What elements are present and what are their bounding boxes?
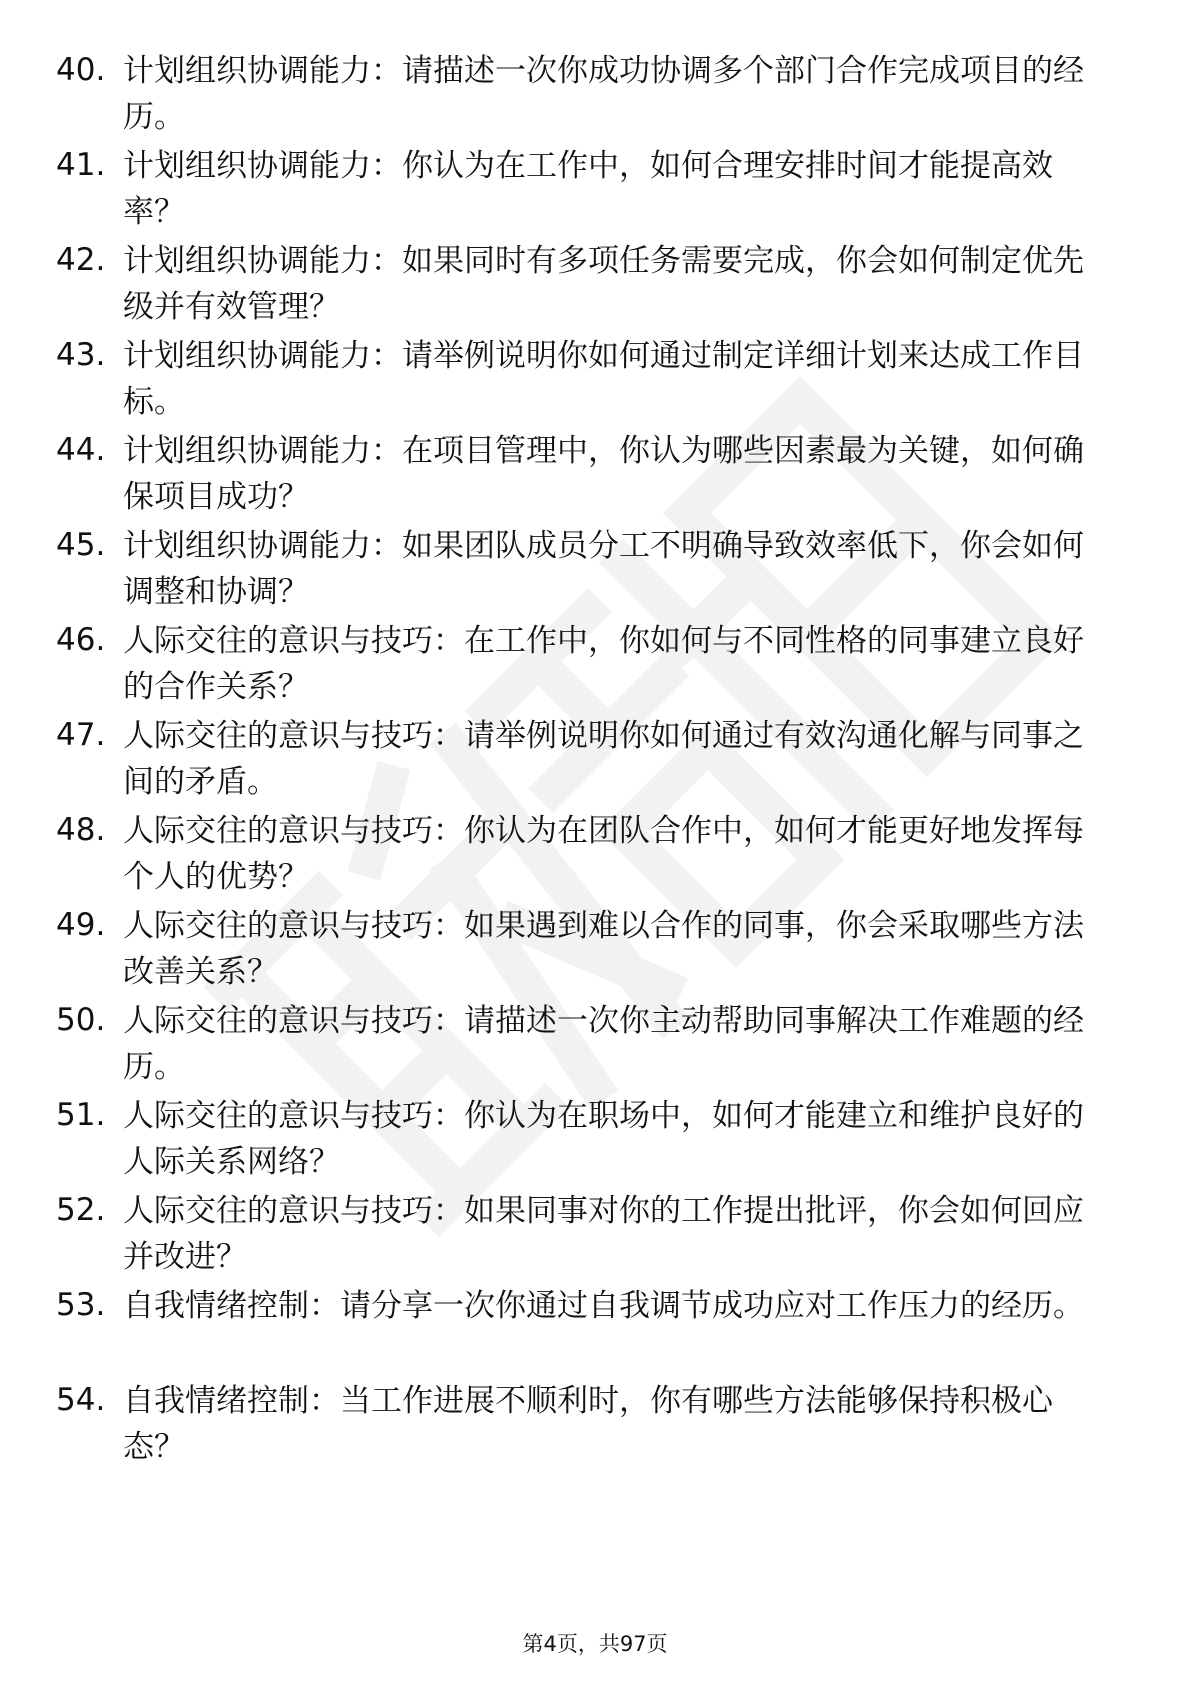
question-number: 41. [56, 147, 106, 183]
question-number: 49. [56, 907, 106, 943]
question-number: 40. [56, 52, 106, 88]
question-item [0, 1188, 1190, 1284]
question-number: 51. [56, 1097, 106, 1133]
question-item [0, 333, 1190, 429]
question-number: 48. [56, 812, 106, 848]
question-text: 计划组织协调能力：请描述一次你成功协调多个部门合作完成项目的经历。 [123, 53, 1084, 135]
question-item [0, 903, 1190, 999]
question-text: 计划组织协调能力：你认为在工作中，如何合理安排时间才能提高效率？ [123, 148, 1053, 230]
question-text: 计划组织协调能力：在项目管理中，你认为哪些因素最为关键，如何确保项目成功？ [123, 433, 1084, 515]
question-item [0, 1093, 1190, 1189]
question-number: 54. [56, 1382, 106, 1418]
question-item [0, 428, 1190, 524]
question-text: 人际交往的意识与技巧：你认为在团队合作中，如何才能更好地发挥每个人的优势？ [123, 813, 1084, 895]
question-text: 计划组织协调能力：如果同时有多项任务需要完成，你会如何制定优先级并有效管理？ [123, 243, 1084, 325]
question-number: 44. [56, 432, 106, 468]
question-item [0, 808, 1190, 904]
question-text: 人际交往的意识与技巧：如果同事对你的工作提出批评，你会如何回应并改进？ [123, 1193, 1084, 1275]
question-item [0, 1378, 1190, 1474]
question-text: 人际交往的意识与技巧：你认为在职场中，如何才能建立和维护良好的人际关系网络？ [123, 1098, 1084, 1180]
question-item [0, 713, 1190, 809]
question-number: 53. [56, 1287, 106, 1323]
question-text: 计划组织协调能力：如果团队成员分工不明确导致效率低下，你会如何调整和协调？ [123, 528, 1084, 610]
question-text: 自我情绪控制：请分享一次你通过自我调节成功应对工作压力的经历。 [123, 1288, 1084, 1324]
question-item [0, 618, 1190, 714]
question-item [0, 238, 1190, 334]
question-item [0, 998, 1190, 1094]
question-number: 43. [56, 337, 106, 373]
question-text: 人际交往的意识与技巧：请举例说明你如何通过有效沟通化解与同事之间的矛盾。 [123, 718, 1084, 800]
question-number: 50. [56, 1002, 106, 1038]
question-item [0, 48, 1190, 144]
question-number: 47. [56, 717, 106, 753]
question-item [0, 143, 1190, 239]
question-item [0, 523, 1190, 619]
question-number: 46. [56, 622, 106, 658]
question-text: 自我情绪控制：当工作进展不顺利时，你有哪些方法能够保持积极心态？ [123, 1383, 1053, 1465]
question-text: 人际交往的意识与技巧：请描述一次你主动帮助同事解决工作难题的经历。 [123, 1003, 1084, 1085]
question-text: 计划组织协调能力：请举例说明你如何通过制定详细计划来达成工作目标。 [123, 338, 1084, 420]
question-text: 人际交往的意识与技巧：在工作中，你如何与不同性格的同事建立良好的合作关系？ [123, 623, 1084, 705]
page-number: 第4页，共97页 [522, 1632, 668, 1656]
question-text: 人际交往的意识与技巧：如果遇到难以合作的同事，你会采取哪些方法改善关系？ [123, 908, 1084, 990]
question-item [0, 1283, 1190, 1379]
question-number: 42. [56, 242, 106, 278]
question-number: 45. [56, 527, 106, 563]
question-number: 52. [56, 1192, 106, 1228]
